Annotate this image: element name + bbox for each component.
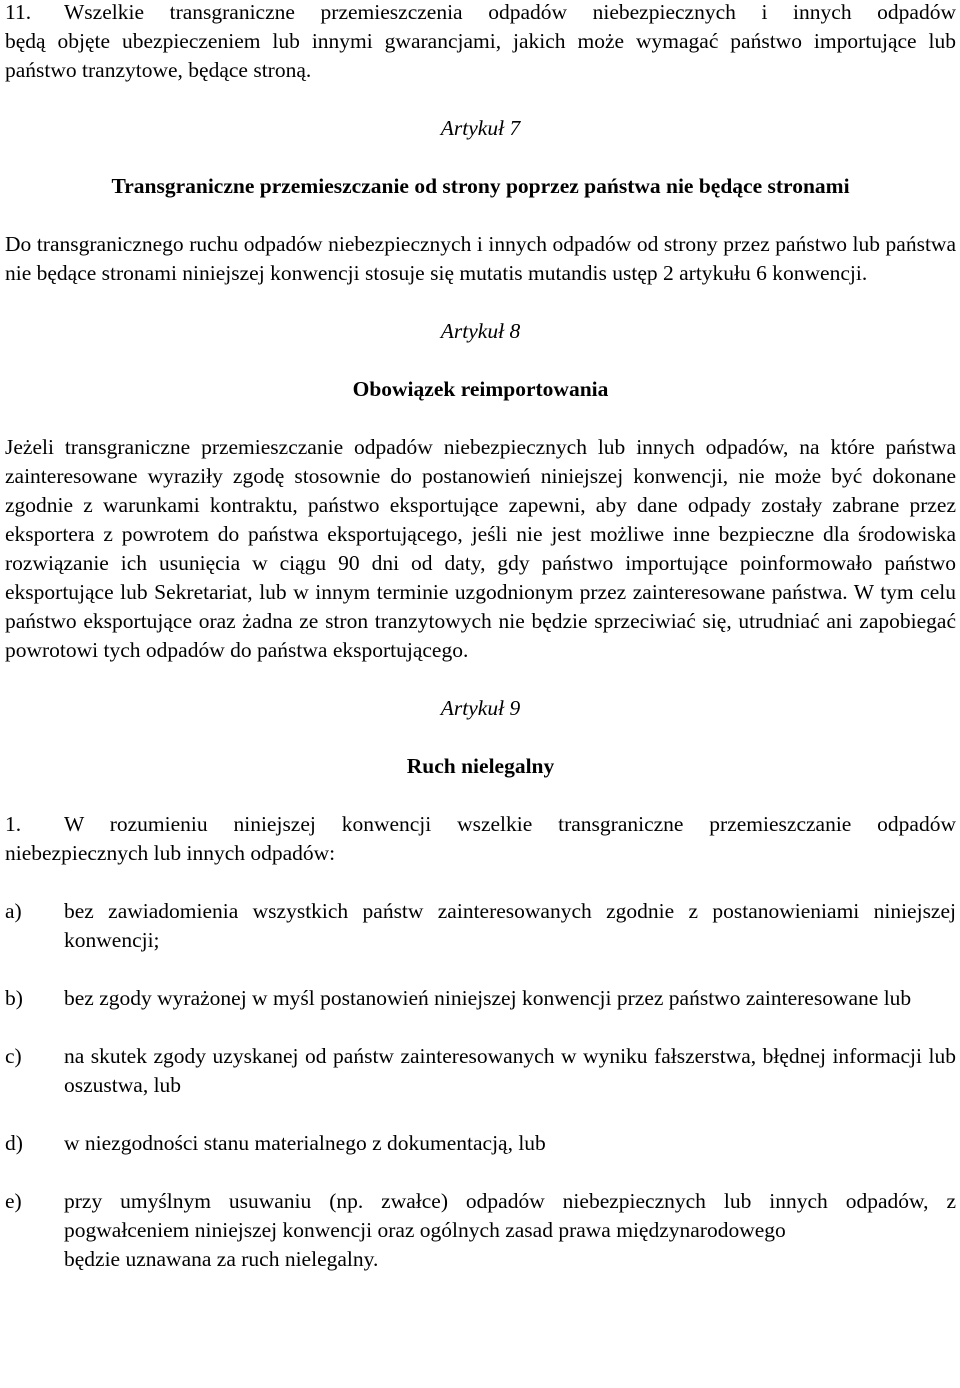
article-7-title: Artykuł 7 (440, 116, 521, 140)
article-8-title: Artykuł 8 (440, 319, 521, 343)
list-item-text: bez zawiadomienia wszystkich państw zainteresowanych zgodnie z postanowieniami niniejszej konwencji; (64, 899, 956, 952)
list-item-letter: b) (5, 986, 23, 1010)
article-9-title: Artykuł 9 (440, 696, 521, 720)
art6-paragraph-11-first-line (5, 0, 956, 27)
list-item-text: przy umyślnym usuwaniu (np. zwałce) odpadów niebezpiecznych lub innych odpadów, z pogwałceniem niniejszej konwencji oraz ogólnych zasad prawa międzynarodowego (64, 1189, 956, 1242)
list-item-b (5, 984, 956, 1013)
art6-paragraph-11 (5, 0, 956, 85)
list-item-c (5, 1042, 956, 1100)
list-item-letter: d) (5, 1131, 23, 1155)
article-7-text: Do transgranicznego ruchu odpadów niebezpiecznych i innych odpadów od strony przez państwo lub państwa nie będące stronami niniejszej konwencji stosuje się mutatis mutandis ustęp 2 artykułu 6 konwencji. (5, 232, 956, 285)
list-item-letter: c) (5, 1044, 22, 1068)
list-item-d (5, 1129, 956, 1158)
list-item-text: na skutek zgody uzyskanej od państw zainteresowanych w wyniku fałszerstwa, błędnej informacji lub oszustwa, lub (64, 1044, 956, 1097)
article-9-list (5, 897, 956, 1245)
article-9-closing: będzie uznawana za ruch nielegalny. (64, 1247, 379, 1271)
list-item-text: w niezgodności stanu materialnego z dokumentacją, lub (64, 1131, 546, 1155)
paragraph-first-line-text: Wszelkie transgraniczne przemieszczenia odpadów niebezpiecznych i innych odpadów (64, 0, 956, 24)
article-9-heading: Ruch nielegalny (406, 754, 555, 778)
list-item-a (5, 897, 956, 955)
article-8-text: Jeżeli transgraniczne przemieszczanie odpadów niebezpiecznych lub innych odpadów, na które państwa zainteresowane wyraziły zgodę stosownie do postanowień niniejszej konwencji, nie może być dokonane zgodnie z warunkami kontraktu, państwo eksportujące zapewni, aby dane odpady zostały zabrane przez eksportera z powrotem do państwa eksportującego, jeśli nie jest możliwe inne bezpieczne dla środowiska rozwiązanie ich usunięcia w ciągu 90 dni od daty, gdy państwo importujące poinformowało państwo eksportujące lub Sekretariat, lub w innym terminie uzgodnionym przez zainteresowane państwa. W tym celu państwo eksportujące oraz żadna ze stron tranzytowych nie będzie sprzeciwiać się, utrudniać ani zapobiegać powrotowi tych odpadów do państwa eksportującego. (5, 435, 956, 662)
list-item-letter: e) (5, 1189, 22, 1213)
paragraph-number: 1. (5, 812, 22, 836)
paragraph-first-line-text: W rozumieniu niniejszej konwencji wszelkie transgraniczne przemieszczanie odpadów (64, 812, 956, 836)
document-page (5, 0, 956, 1274)
list-item-letter: a) (5, 899, 22, 923)
list-item-e (5, 1187, 956, 1245)
article-8-heading: Obowiązek reimportowania (352, 377, 609, 401)
article-9-paragraph-1 (5, 810, 956, 868)
paragraph-continuation: będą objęte ubezpieczeniem lub innymi gwarancjami, jakich może wymagać państwo importujące lub państwo tranzytowe, będące stroną. (5, 29, 956, 82)
list-item-text: bez zgody wyrażonej w myśl postanowień niniejszej konwencji przez państwo zainteresowane lub (64, 986, 912, 1010)
article-9-paragraph-1-first-line (5, 810, 956, 839)
paragraph-continuation: niebezpiecznych lub innych odpadów: (5, 841, 336, 865)
article-7-heading: Transgraniczne przemieszczanie od strony poprzez państwa nie będące stronami (111, 174, 850, 198)
paragraph-number: 11. (5, 0, 32, 24)
